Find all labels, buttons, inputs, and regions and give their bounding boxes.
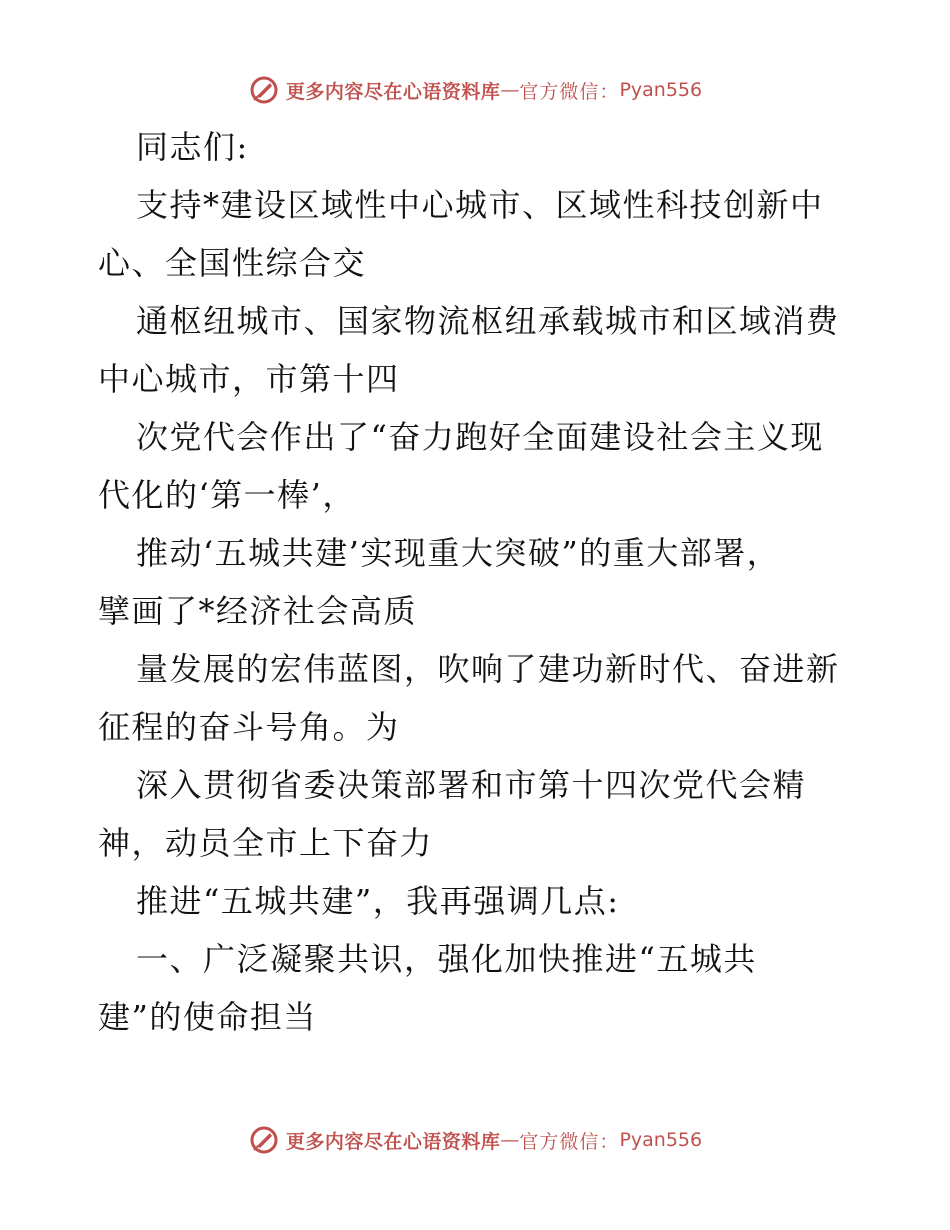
- paragraph-line: 深入贯彻省委决策部署和市第十四次党代会精: [136, 766, 807, 804]
- section-heading: 建”的使命担当: [98, 998, 317, 1036]
- watermark-separator: —: [500, 79, 520, 101]
- paragraph-line: 神，动员全市上下奋力: [98, 824, 434, 862]
- paragraph-line: 量发展的宏伟蓝图，吹响了建功新时代、奋进新: [136, 650, 840, 688]
- feather-circle-logo-icon: [248, 1124, 280, 1156]
- paragraph-line: 中心城市，市第十四: [98, 360, 400, 398]
- paragraph-line: 征程的奋斗号角。为: [98, 708, 400, 746]
- paragraph-line: 通枢纽城市、国家物流枢纽承载城市和区域消费: [136, 302, 840, 340]
- paragraph-line: 代化的‘第一棒’，: [98, 476, 356, 514]
- watermark-brand: 更多内容尽在心语资料库: [285, 80, 501, 103]
- feather-circle-logo-icon: [248, 74, 280, 106]
- watermark-wechat-id: Pyan556: [619, 1129, 703, 1151]
- watermark-separator: —: [500, 1129, 520, 1151]
- header-watermark: [0, 72, 950, 108]
- paragraph-line: 心、全国性综合交: [98, 244, 367, 282]
- watermark-label: 官方微信：: [519, 1130, 620, 1153]
- paragraph-line: 推进“五城共建”，我再强调几点:: [136, 882, 620, 920]
- watermark-label: 官方微信：: [519, 80, 620, 103]
- watermark-brand: 更多内容尽在心语资料库: [285, 1130, 501, 1153]
- paragraph-line: 次党代会作出了“奋力跑好全面建设社会主义现: [136, 418, 824, 456]
- document-body: [98, 118, 858, 1046]
- section-heading: 一、广泛凝聚共识，强化加快推进“五城共: [136, 940, 757, 978]
- paragraph-line: 推动‘五城共建’实现重大突破”的重大部署，: [136, 534, 781, 572]
- footer-watermark: [0, 1122, 950, 1158]
- watermark-wechat-id: Pyan556: [619, 79, 703, 101]
- paragraph-line: 支持*建设区域性中心城市、区域性科技创新中: [136, 186, 824, 224]
- paragraph-line: 擘画了*经济社会高质: [98, 592, 418, 630]
- paragraph-line: 同志们:: [136, 128, 249, 166]
